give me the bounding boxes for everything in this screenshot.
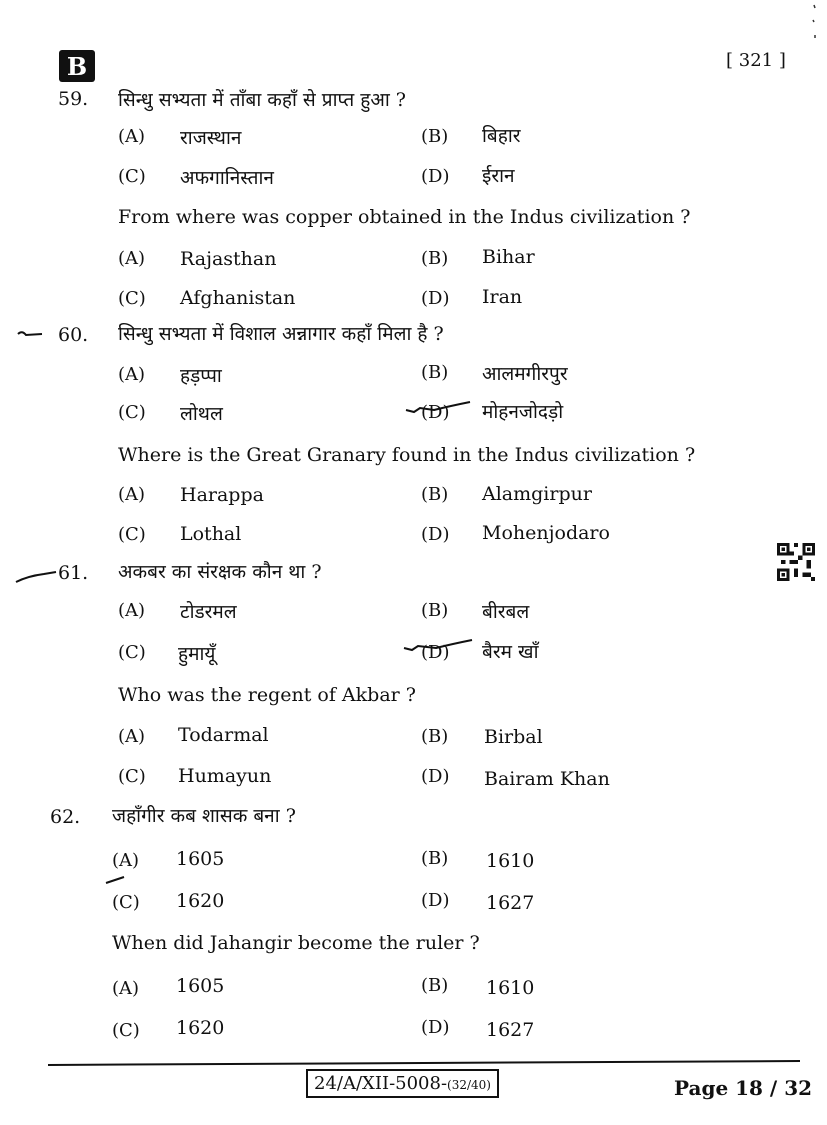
q62-h-option-b: 1610 bbox=[486, 850, 535, 872]
q59-h-option-b: बिहार bbox=[482, 125, 521, 147]
q62-e-option-a: 1605 bbox=[176, 975, 225, 997]
q62-h-label-d: (D) bbox=[421, 890, 450, 911]
question-59-hindi: सिन्धु सभ्यता में ताँबा कहाँ से प्राप्त हुआ ? bbox=[118, 89, 406, 111]
q59-e-option-b: Bihar bbox=[482, 246, 535, 268]
q60-e-label-c: (C) bbox=[118, 524, 146, 545]
tick-mark-q62 bbox=[104, 874, 128, 886]
q61-h-label-c: (C) bbox=[118, 642, 146, 663]
q60-h-option-c: लोथल bbox=[180, 403, 223, 425]
q61-h-label-a: (A) bbox=[118, 600, 146, 621]
paper-code-header: [ 321 ] bbox=[726, 50, 786, 71]
q61-h-option-d: बैरम खाँ bbox=[482, 641, 539, 663]
q59-e-option-c: Afghanistan bbox=[180, 287, 296, 309]
q61-e-option-d: Bairam Khan bbox=[484, 768, 610, 790]
q62-e-label-c: (C) bbox=[112, 1020, 140, 1041]
footer-code-sub: (32/40) bbox=[447, 1078, 491, 1092]
q62-e-label-b: (B) bbox=[421, 975, 449, 996]
q61-e-label-d: (D) bbox=[421, 766, 450, 787]
page-number: Page 18 / 32 bbox=[674, 1076, 813, 1100]
q60-h-option-d: मोहनजोदड़ो bbox=[482, 401, 564, 423]
q60-e-label-d: (D) bbox=[421, 524, 450, 545]
q62-h-option-d: 1627 bbox=[486, 892, 535, 914]
q60-e-label-b: (B) bbox=[421, 484, 449, 505]
question-59-number: 59. bbox=[58, 88, 89, 110]
q61-h-option-c: हुमायूँ bbox=[178, 643, 216, 665]
q59-e-option-a: Rajasthan bbox=[180, 248, 277, 270]
question-60-hindi: सिन्धु सभ्यता में विशाल अन्नागार कहाँ मिला है ? bbox=[118, 323, 444, 345]
question-61-hindi: अकबर का संरक्षक कौन था ? bbox=[118, 561, 322, 583]
q61-e-label-c: (C) bbox=[118, 766, 146, 787]
q61-e-option-a: Todarmal bbox=[178, 724, 269, 746]
q62-e-option-b: 1610 bbox=[486, 977, 535, 999]
answer-mark-q60 bbox=[404, 398, 476, 420]
q59-h-option-d: ईरान bbox=[482, 165, 515, 187]
q62-e-option-c: 1620 bbox=[176, 1017, 225, 1039]
q60-h-label-b: (B) bbox=[421, 362, 449, 383]
q59-h-label-d: (D) bbox=[421, 166, 450, 187]
q62-h-option-c: 1620 bbox=[176, 890, 225, 912]
q62-h-label-a: (A) bbox=[112, 850, 140, 871]
footer-paper-code bbox=[306, 1069, 499, 1098]
q61-e-label-b: (B) bbox=[421, 726, 449, 747]
tick-mark-q60 bbox=[16, 326, 46, 340]
q59-h-label-b: (B) bbox=[421, 126, 449, 147]
answer-mark-q61 bbox=[402, 636, 476, 658]
q61-e-label-a: (A) bbox=[118, 726, 146, 747]
q62-h-option-a: 1605 bbox=[176, 848, 225, 870]
qr-code bbox=[777, 543, 815, 581]
question-61-english: Who was the regent of Akbar ? bbox=[118, 684, 416, 706]
q60-e-label-a: (A) bbox=[118, 484, 146, 505]
q60-e-option-a: Harappa bbox=[180, 484, 264, 506]
q60-h-option-a: हड़प्पा bbox=[180, 365, 222, 387]
q60-h-option-b: आलमगीरपुर bbox=[482, 363, 568, 385]
tick-mark-q61 bbox=[14, 566, 58, 586]
q61-e-option-c: Humayun bbox=[178, 765, 272, 787]
q61-e-option-b: Birbal bbox=[484, 726, 543, 748]
q59-e-label-a: (A) bbox=[118, 248, 146, 269]
q60-h-label-c: (C) bbox=[118, 402, 146, 423]
q60-h-label-a: (A) bbox=[118, 364, 146, 385]
q59-h-label-c: (C) bbox=[118, 166, 146, 187]
series-badge: B bbox=[59, 50, 95, 82]
q61-h-option-b: बीरबल bbox=[482, 601, 530, 623]
q60-e-option-c: Lothal bbox=[180, 523, 242, 545]
question-60-english: Where is the Great Granary found in the Indus civilization ? bbox=[118, 444, 696, 466]
question-61-number: 61. bbox=[58, 562, 89, 584]
q61-h-label-b: (B) bbox=[421, 600, 449, 621]
q59-e-label-c: (C) bbox=[118, 288, 146, 309]
footer-code-main: 24/A/XII-5008- bbox=[314, 1073, 448, 1094]
q60-h-label-d: (D) bbox=[421, 402, 450, 423]
question-59-english: From where was copper obtained in the Indus civilization ? bbox=[118, 206, 691, 228]
question-62-english: When did Jahangir become the ruler ? bbox=[112, 932, 480, 954]
page-edge-marks bbox=[808, 0, 822, 60]
q61-h-label-d: (D) bbox=[421, 642, 450, 663]
question-62-number: 62. bbox=[50, 806, 81, 828]
q61-h-option-a: टोडरमल bbox=[180, 601, 237, 623]
footer-rule bbox=[48, 1060, 800, 1066]
q59-h-option-a: राजस्थान bbox=[180, 127, 242, 149]
q59-h-option-c: अफगानिस्तान bbox=[180, 167, 274, 189]
question-62-hindi: जहाँगीर कब शासक बना ? bbox=[112, 805, 296, 827]
question-60-number: 60. bbox=[58, 324, 89, 346]
q62-h-label-b: (B) bbox=[421, 848, 449, 869]
q62-e-option-d: 1627 bbox=[486, 1019, 535, 1041]
q60-e-option-b: Alamgirpur bbox=[482, 483, 592, 505]
q62-h-label-c: (C) bbox=[112, 892, 140, 913]
q59-h-label-a: (A) bbox=[118, 126, 146, 147]
q62-e-label-d: (D) bbox=[421, 1017, 450, 1038]
q59-e-label-d: (D) bbox=[421, 288, 450, 309]
q60-e-option-d: Mohenjodaro bbox=[482, 522, 610, 544]
q59-e-option-d: Iran bbox=[482, 286, 523, 308]
q62-e-label-a: (A) bbox=[112, 978, 140, 999]
q59-e-label-b: (B) bbox=[421, 248, 449, 269]
